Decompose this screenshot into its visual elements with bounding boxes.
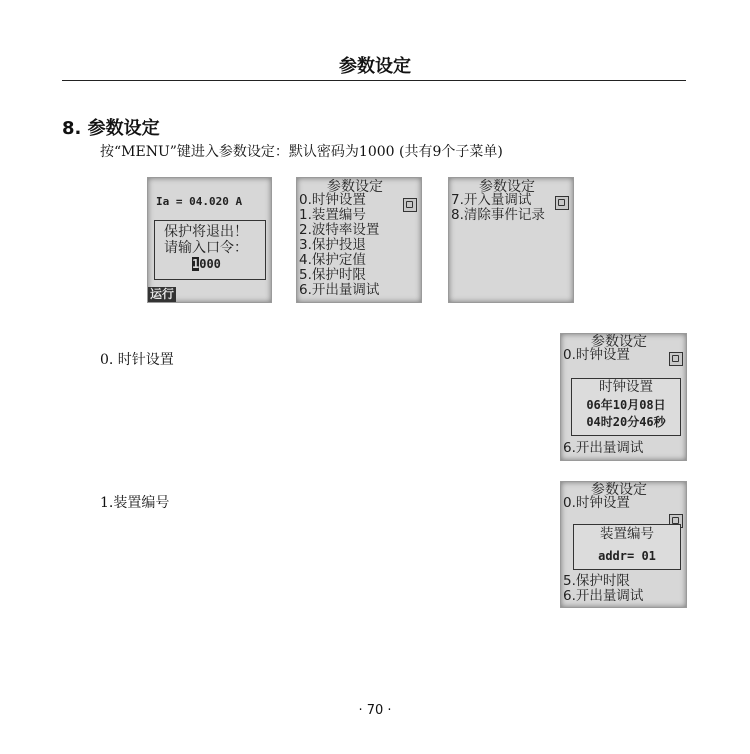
lcd-device-number-screen <box>560 481 687 608</box>
lcd-menu-title: 参数设定 <box>591 482 647 498</box>
menu-item-clear-events: 8.清除事件记录 <box>451 207 545 223</box>
enter-icon <box>555 196 569 210</box>
clock-date-value: 06年10月08日 <box>586 398 666 412</box>
lcd-menu-page-1 <box>296 177 422 303</box>
lcd-bg-item: 0.时钟设置 <box>563 347 630 363</box>
menu-item-device-id: 1.装置编号 <box>299 207 366 223</box>
lcd-current-reading: Ia = 04.020 A <box>156 195 243 208</box>
device-number-dialog <box>573 524 681 570</box>
clock-dialog-title: 时钟设置 <box>599 379 653 395</box>
lcd-bg-item: 6.开出量调试 <box>563 440 644 456</box>
menu-item-input-test: 7.开入量调试 <box>451 192 532 208</box>
lcd-password-prompt: 请输入口令： <box>164 240 248 256</box>
device-address-value: addr= 01 <box>598 549 656 563</box>
section-intro: 按“MENU”键进入参数设定：默认密码为1000 (共有9个子菜单) <box>100 144 503 160</box>
lcd-menu-title: 参数设定 <box>327 179 383 195</box>
running-header: 参数设定 <box>339 56 411 77</box>
label-device-number: 1.装置编号 <box>100 495 170 511</box>
lcd-password-screen <box>147 177 272 303</box>
enter-icon <box>669 352 683 366</box>
menu-item-clock: 0.时钟设置 <box>299 192 366 208</box>
lcd-warning-text: 保护将退出！ <box>164 224 248 240</box>
menu-item-output-test: 6.开出量调试 <box>299 282 380 298</box>
lcd-bg-item: 5.保护时限 <box>563 573 630 589</box>
menu-item-baud-rate: 2.波特率设置 <box>299 222 380 238</box>
menu-item-protection-setting: 4.保护定值 <box>299 252 366 268</box>
lcd-menu-title: 参数设定 <box>479 179 535 195</box>
label-clock-setting: 0. 时针设置 <box>100 352 174 368</box>
section-heading: 8. 参数设定 <box>62 118 160 139</box>
lcd-menu-page-2 <box>448 177 574 303</box>
lcd-remaining-digits: 000 <box>199 257 221 271</box>
device-number-dialog-title: 装置编号 <box>600 526 654 542</box>
header-rule <box>62 80 686 81</box>
lcd-password-code <box>192 258 221 270</box>
menu-item-protection-time: 5.保护时限 <box>299 267 366 283</box>
lcd-menu-title: 参数设定 <box>591 334 647 350</box>
lcd-clock-screen <box>560 333 687 461</box>
lcd-run-badge: 运行 <box>150 287 175 301</box>
enter-icon <box>403 198 417 212</box>
clock-dialog <box>571 378 681 436</box>
lcd-bg-item: 0.时钟设置 <box>563 495 630 511</box>
menu-item-protection-toggle: 3.保护投退 <box>299 237 366 253</box>
page-number: · 70 · <box>358 703 392 718</box>
lcd-bg-item: 6.开出量调试 <box>563 588 644 604</box>
lcd-cursor-digit: 1 <box>192 257 200 271</box>
clock-time-value: 04时20分46秒 <box>586 415 666 429</box>
